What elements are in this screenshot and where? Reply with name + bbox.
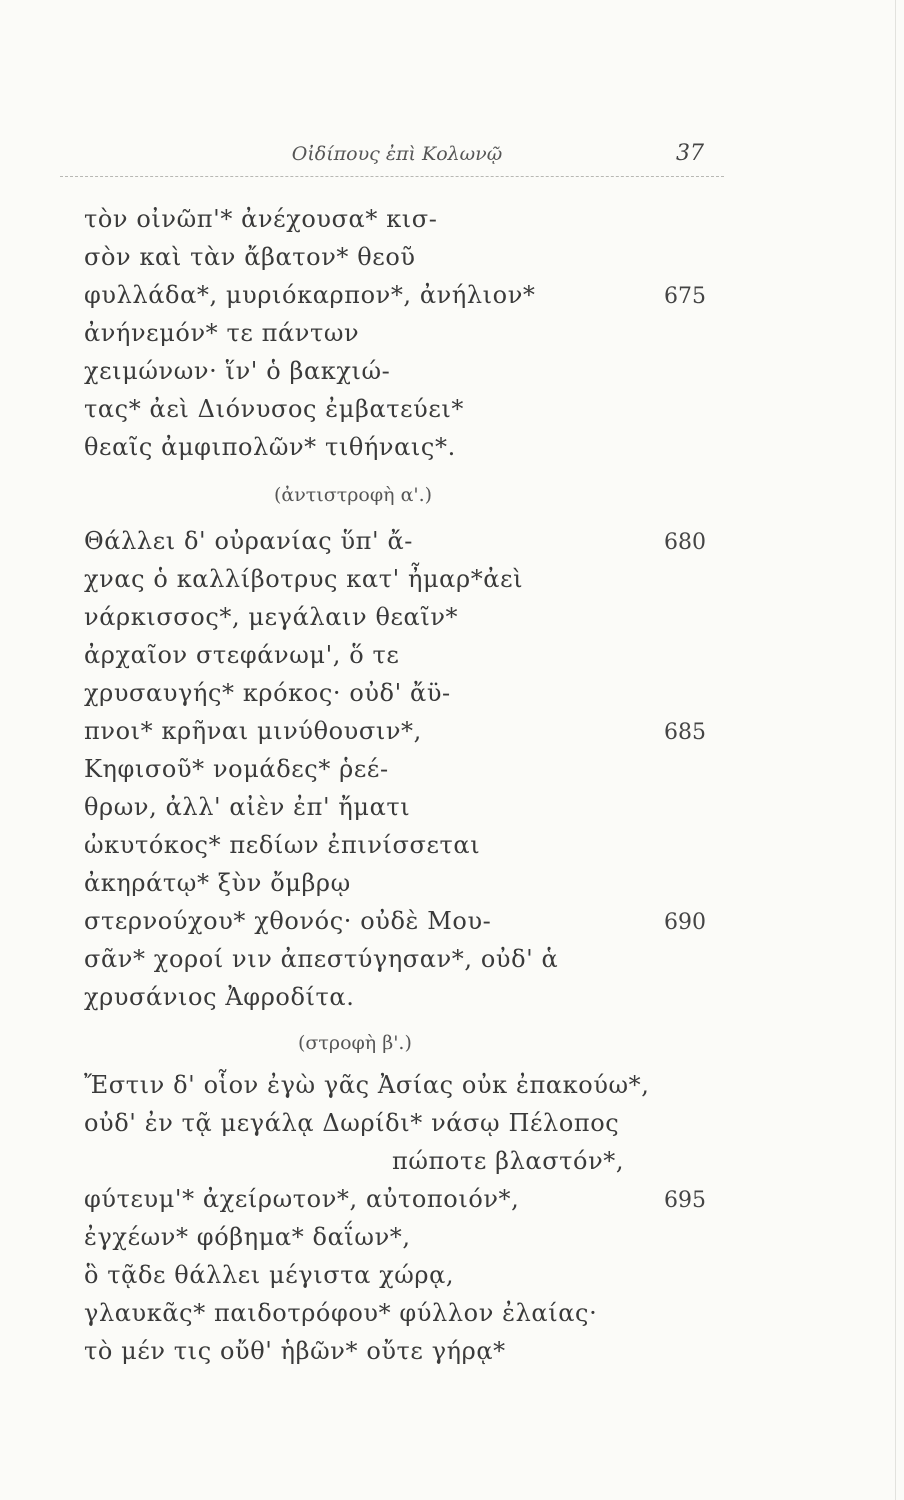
verse-line: στερνούχου* χθονός· οὐδὲ Μου- [84,907,492,935]
verse-line: τὸ μέν τις οὔθ' ἡβῶν* οὔτε γήρᾳ* [84,1337,506,1365]
verse-line: τὸν οἰνῶπ'* ἀνέχουσα* κισ- [84,205,438,233]
verse-line: σᾶν* χοροί νιν ἀπεστύγησαν*, οὐδ' ἁ [84,945,559,973]
verse-line: ἀρχαῖον στεφάνωμ', ὅ τε [84,641,400,669]
line-number: 680 [664,530,706,555]
section-heading-strophe: (στροφὴ β'.) [298,1032,412,1054]
verse-line: ὠκυτόκος* πεδίων ἐπινίσσεται [84,831,481,859]
header-rule [60,176,724,177]
verse-line: νάρκισσος*, μεγάλαιν θεαῖν* [84,603,459,631]
verse-line: φυλλάδα*, μυριόκαρπον*, ἀνήλιον* [84,281,536,309]
verse-line: τας* ἀεὶ Διόνυσος ἐμβατεύει* [84,395,465,423]
verse-line: γλαυκᾶς* παιδοτρόφου* φύλλον ἐλαίας· [84,1299,598,1327]
verse-line: χειμώνων· ἵν' ὁ βακχιώ- [84,357,391,385]
verse-line: οὐδ' ἐν τᾷ μεγάλᾳ Δωρίδι* νάσῳ Πέλοπος [84,1109,620,1137]
verse-line: ἀνήνεμόν* τε πάντων [84,319,360,347]
verse-line: θρων, ἀλλ' αἰὲν ἐπ' ἤματι [84,793,411,821]
page-number: 37 [676,141,704,166]
verse-line: Θάλλει δ' οὐρανίας ὕπ' ἄ- [84,527,413,555]
verse-line: πώποτε βλαστόν*, [392,1147,625,1175]
verse-line: σὸν καὶ τὰν ἄβατον* θεοῦ [84,243,416,271]
verse-line: χνας ὁ καλλίβοτρυς κατ' ἦμαρ*ἀεὶ [84,565,524,593]
verse-line: χρυσάνιος Ἀφροδίτα. [84,983,355,1011]
verse-line: ὃ τᾷδε θάλλει μέγιστα χώρᾳ, [84,1261,455,1289]
line-number: 695 [664,1188,706,1213]
running-head-title: Οἰδίπους ἐπὶ Κολωνῷ [291,143,503,165]
verse-line: χρυσαυγής* κρόκος· οὐδ' ἄϋ- [84,679,451,707]
verse-line: ἀκηράτῳ* ξὺν ὄμβρῳ [84,869,351,897]
section-heading-antistrophe: (ἀντιστροφὴ α'.) [274,484,433,506]
line-number: 685 [664,720,706,745]
verse-line: ἐγχέων* φόβημα* δαΐων*, [84,1223,411,1251]
verse-line: Ἔστιν δ' οἷον ἐγὼ γᾶς Ἀσίας οὐκ ἐπακούω*, [84,1071,650,1099]
page-edge [895,0,896,1500]
verse-line: Κηφισοῦ* νομάδες* ῥεέ- [84,755,389,783]
line-number: 675 [664,284,706,309]
verse-line: θεαῖς ἀμφιπολῶν* τιθήναις*. [84,433,456,461]
verse-line: φύτευμ'* ἀχείρωτον*, αὐτοποιόν*, [84,1185,520,1213]
verse-line: πνοι* κρῆναι μινύθουσιν*, [84,717,422,745]
line-number: 690 [664,910,706,935]
